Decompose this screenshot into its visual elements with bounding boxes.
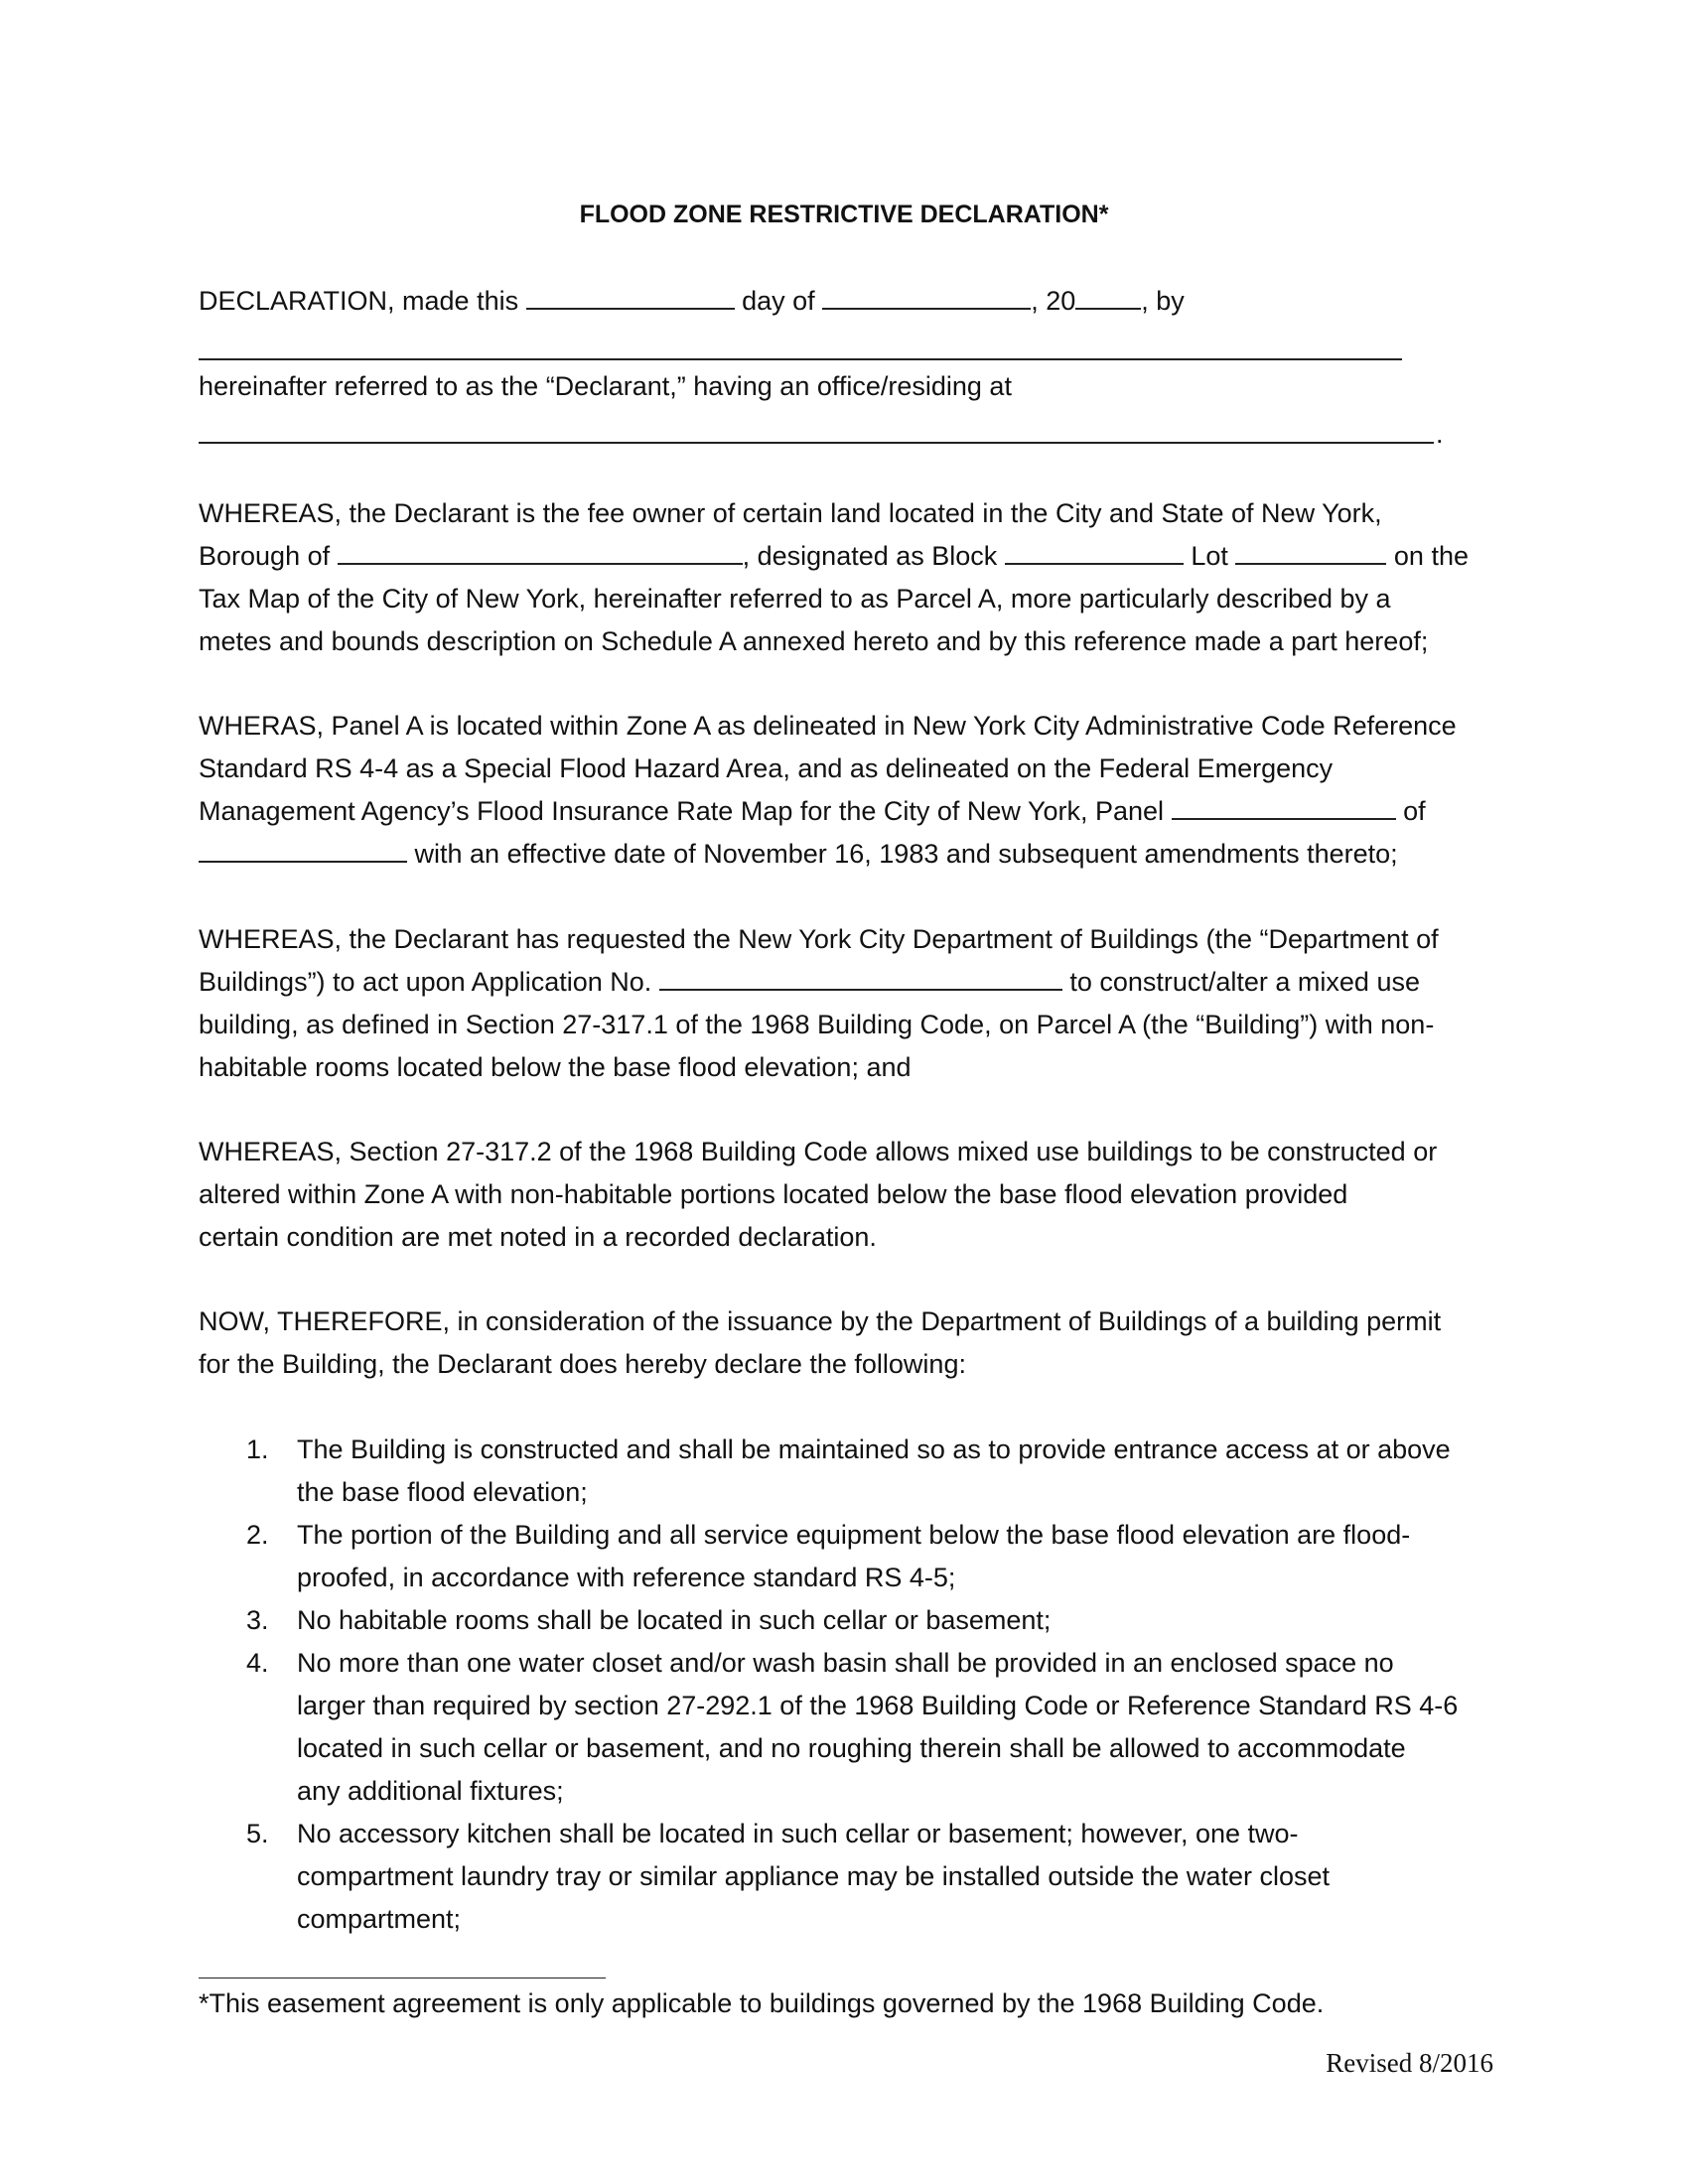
lot-field[interactable] [1235,539,1386,565]
list-item-line: No accessory kitchen shall be located in such cellar or basement; however, one two- [297,1819,1299,1848]
list-number: 5. [246,1819,269,1848]
p4-line-3: certain condition are met noted in a recorded declaration. [199,1222,877,1252]
list-item-line: compartment laundry tray or similar appliance may be installed outside the water closet [297,1861,1330,1891]
of-label: of [1403,796,1426,826]
p5-line-1: NOW, THEREFORE, in consideration of the issuance by the Department of Buildings of a building permit [199,1306,1442,1336]
p2-line-4 [199,837,1398,871]
borough-field[interactable] [338,539,743,565]
block-field[interactable] [1005,539,1184,565]
declarant-address-field[interactable] [199,442,1434,444]
declarant-name-field[interactable] [199,358,1402,360]
construct-alter-label: to construct/alter a mixed use [1069,967,1420,997]
panel-label: Management Agency’s Flood Insurance Rate Map for the City of New York, Panel [199,796,1165,826]
p5-line-2: for the Building, the Declarant does hereby declare the following: [199,1349,966,1379]
effective-date-text: with an effective date of November 16, 1983 and subsequent amendments thereto; [414,839,1398,869]
p3-line-2 [199,965,1420,999]
p4-line-1: WHEREAS, Section 27-317.2 of the 1968 Building Code allows mixed use buildings to be constructed or [199,1137,1438,1166]
list-item-line: No habitable rooms shall be located in such cellar or basement; [297,1605,1052,1635]
list-number: 4. [246,1648,269,1678]
list-number: 1. [246,1434,269,1464]
p2-line-2: Standard RS 4-4 as a Special Flood Hazard Area, and as delineated on the Federal Emergency [199,753,1334,783]
list-item-line: The portion of the Building and all service equipment below the base flood elevation are flood- [297,1520,1411,1550]
application-number-field[interactable] [659,965,1062,991]
lot-label: Lot [1191,541,1228,571]
declaration-line [199,284,1185,318]
panel-of-field[interactable] [199,837,407,863]
p4-line-2: altered within Zone A with non-habitable portions located below the base flood elevation provided [199,1179,1348,1209]
day-of-label: day of [742,286,815,316]
p3-line-1: WHEREAS, the Declarant has requested the New York City Department of Buildings (the “Department of [199,924,1439,954]
month-field[interactable] [822,284,1031,310]
list-item-line: larger than required by section 27-292.1 of the 1968 Building Code or Reference Standard RS 4-6 [297,1691,1459,1720]
list-item-line: the base flood elevation; [297,1477,588,1507]
list-item-line: compartment; [297,1904,462,1934]
borough-label: Borough of [199,541,331,571]
made-this-label: DECLARATION, made this [199,286,519,316]
by-label: , by [1141,286,1185,316]
address-period: . [1436,419,1444,449]
block-label: , designated as Block [742,541,998,571]
p1-line-1: WHEREAS, the Declarant is the fee owner of certain land located in the City and State of New York, [199,498,1382,528]
year-field[interactable] [1075,284,1141,310]
list-item-line: No more than one water closet and/or wash basin shall be provided in an enclosed space no [297,1648,1394,1678]
p1-line-2 [199,539,1469,573]
revision-date: Revised 8/2016 [1326,2048,1493,2078]
on-the-label: on the [1393,541,1469,571]
application-label: Buildings”) to act upon Application No. [199,967,652,997]
list-number: 3. [246,1605,269,1635]
panel-field[interactable] [1172,794,1396,820]
day-field[interactable] [526,284,735,310]
document-title: FLOOD ZONE RESTRICTIVE DECLARATION* [579,201,1109,228]
p3-line-3: building, as defined in Section 27-317.1 of the 1968 Building Code, on Parcel A (the “Building”) with non- [199,1010,1435,1039]
p3-line-4: habitable rooms located below the base flood elevation; and [199,1052,912,1082]
p2-line-3 [199,794,1426,828]
footnote-separator [199,1978,606,1979]
footnote: *This easement agreement is only applicable to buildings governed by the 1968 Building Code. [199,1988,1325,2018]
declarant-referral-line: hereinafter referred to as the “Declarant,” having an office/residing at [199,371,1012,401]
p1-line-3: Tax Map of the City of New York, hereinafter referred to as Parcel A, more particularly described by a [199,584,1391,614]
list-item-line: The Building is constructed and shall be maintained so as to provide entrance access at or above [297,1434,1451,1464]
list-item-line: proofed, in accordance with reference standard RS 4-5; [297,1563,956,1592]
year-prefix-label: , 20 [1031,286,1076,316]
list-item-line: located in such cellar or basement, and no roughing therein shall be allowed to accommodate [297,1733,1406,1763]
p2-line-1: WHERAS, Panel A is located within Zone A as delineated in New York City Administrative Code Reference [199,711,1457,741]
p1-line-4: metes and bounds description on Schedule A annexed hereto and by this reference made a part hereof; [199,626,1429,656]
list-number: 2. [246,1520,269,1550]
list-item-line: any additional fixtures; [297,1776,564,1806]
